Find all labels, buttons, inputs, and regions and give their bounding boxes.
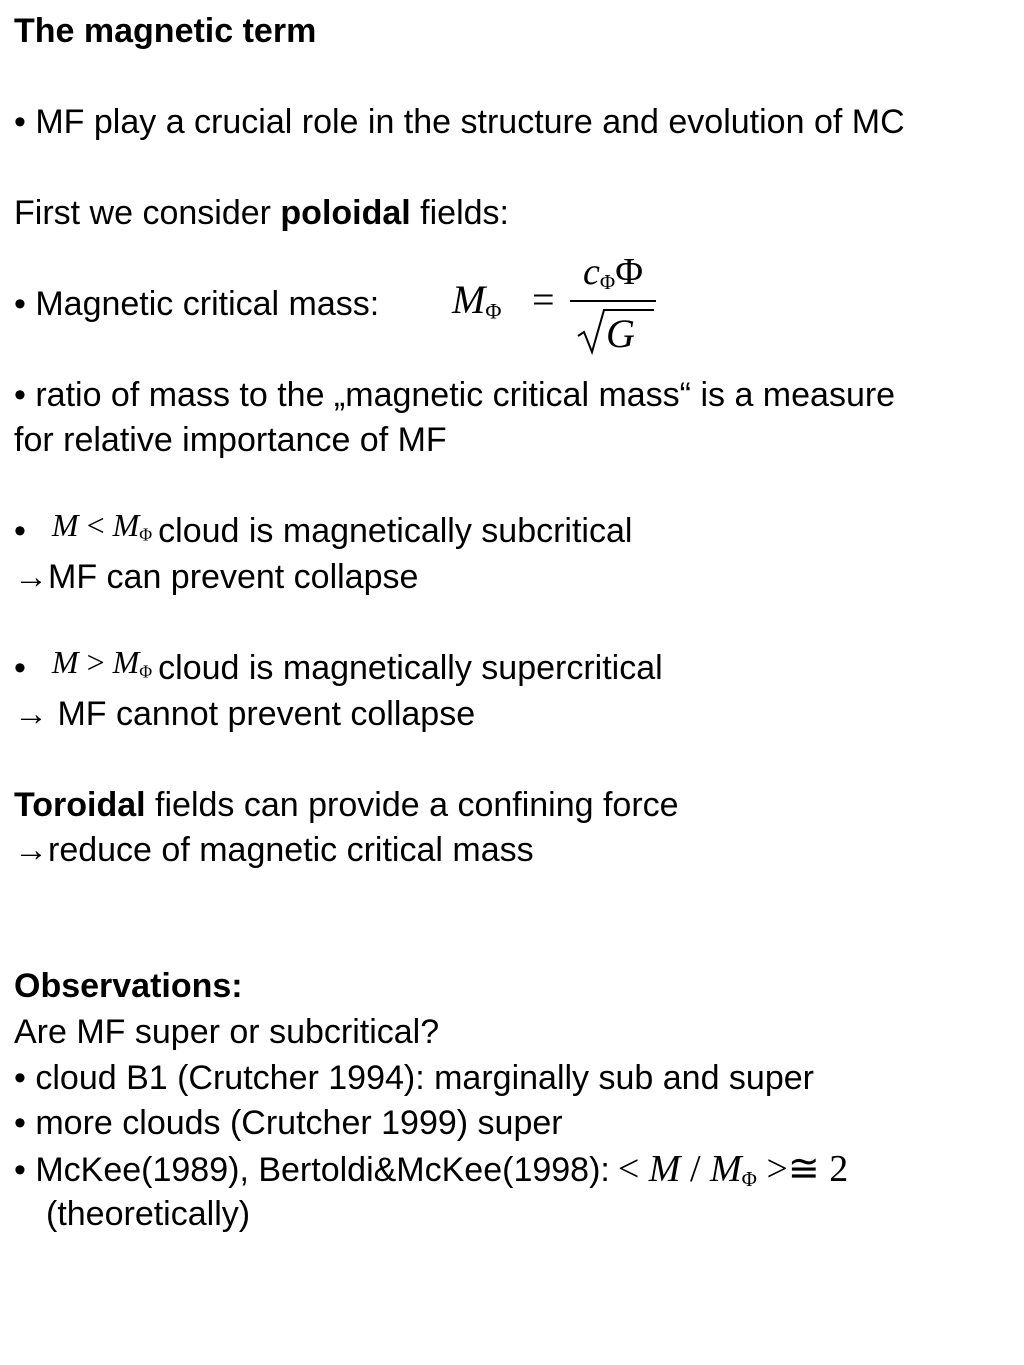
- toroidal-post: fields can provide a confining force: [145, 786, 679, 824]
- formula-numerator: $c_\Phi\Phi$: [583, 251, 643, 295]
- formula-lhs: $M_\Phi$: [452, 277, 502, 324]
- mckee-math: < M / $M_\Phi$ >≅ 2: [617, 1148, 849, 1192]
- toroidal-line: [14, 785, 679, 825]
- ratio-line-1: • ratio of mass to the „magnetic critical mass“ is a measure: [14, 376, 896, 414]
- observation-item: • more clouds (Crutcher 1999) super: [14, 1104, 563, 1142]
- formula-equals: =: [532, 277, 555, 322]
- poloidal-pre: First we consider: [14, 194, 281, 232]
- supercritical-math: $M > M_\Phi$: [51, 644, 153, 682]
- page-title: The magnetic term: [14, 12, 317, 50]
- subcritical-text: cloud is magnetically subcritical: [158, 512, 633, 550]
- supercritical-text: cloud is magnetically supercritical: [158, 649, 663, 687]
- subcritical-arrow: →MF can prevent collapse: [14, 558, 419, 596]
- supercritical-line: • $M > M_\Phi$ cloud is magnetically supercritical: [14, 644, 663, 687]
- observation-item-mckee: • McKee(1989), Bertoldi&McKee(1998): < M / $M_\Phi$ >≅ 2: [14, 1148, 849, 1192]
- toroidal-bold: Toroidal: [14, 786, 146, 824]
- observations-heading: Observations:: [14, 967, 243, 1005]
- formula-denominator: G: [576, 306, 656, 356]
- critical-mass-label: • Magnetic critical mass:: [14, 285, 380, 323]
- fraction-bar: [570, 300, 656, 302]
- poloidal-line: [14, 193, 509, 233]
- ratio-line-2: for relative importance of MF: [14, 421, 447, 459]
- subcritical-math: $M < M_\Phi$: [51, 507, 153, 545]
- bullet-mf-role: • MF play a crucial role in the structure and evolution of MC: [14, 103, 905, 141]
- critical-mass-formula: [452, 250, 672, 360]
- observations-question: Are MF super or subcritical?: [14, 1013, 440, 1051]
- poloidal-post: fields:: [410, 194, 509, 232]
- subcritical-line: • $M < M_\Phi$ cloud is magnetically subcritical: [14, 507, 633, 550]
- supercritical-arrow: → MF cannot prevent collapse: [14, 695, 476, 733]
- observation-item: • cloud B1 (Crutcher 1994): marginally sub and super: [14, 1059, 814, 1097]
- toroidal-arrow: →reduce of magnetic critical mass: [14, 831, 534, 869]
- theoretically-note: (theoretically): [46, 1195, 251, 1233]
- poloidal-bold: poloidal: [280, 194, 411, 232]
